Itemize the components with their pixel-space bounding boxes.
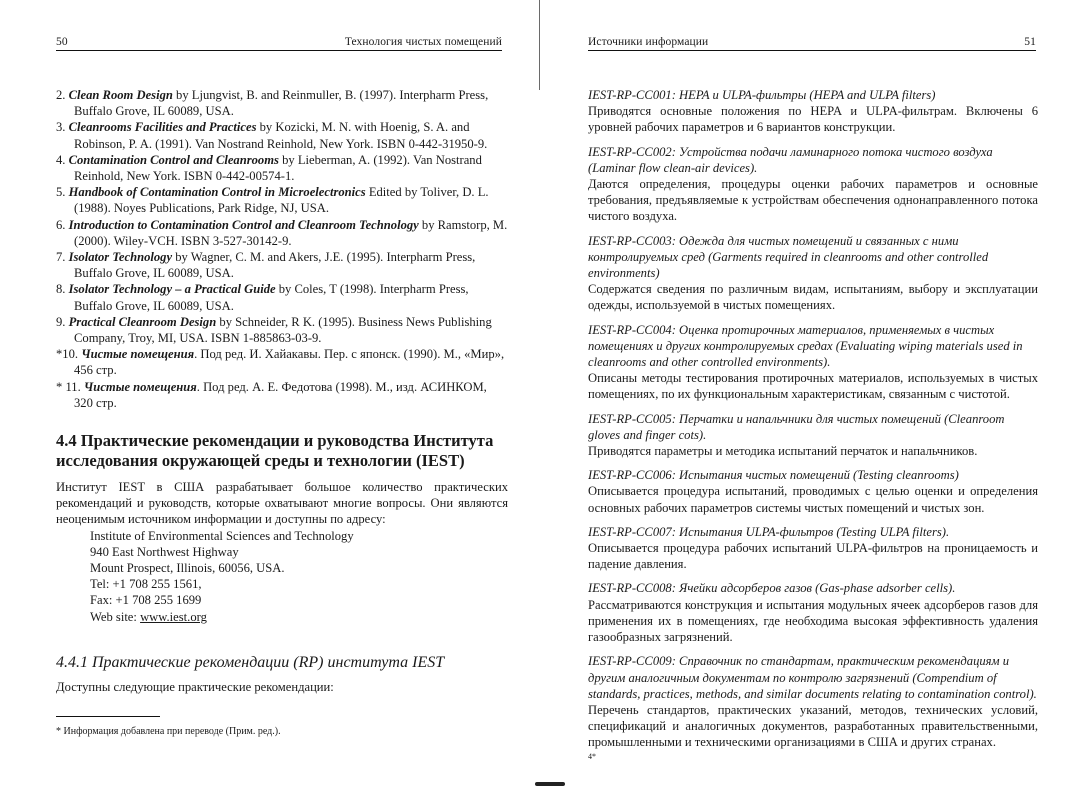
document-description: Описаны методы тестирования протирочных материалов, используемых в чистых помещениях, по их функциональным характеристикам, связанным с чистотой. bbox=[588, 371, 1038, 402]
reference-title: Introduction to Contamination Control and Cleanroom Technology bbox=[68, 217, 419, 232]
section-intro: Институт IEST в США разрабатывает большое количество практических рекомендаций и руководств, которые охватывают многие вопросы. Они являются неоценимым источником информации и доступны по адресу: bbox=[56, 480, 508, 527]
iest-address bbox=[56, 528, 508, 625]
subsection-heading: 4.4.1 Практические рекомендации (RP) института IEST bbox=[56, 653, 445, 671]
document-description: Приводятся параметры и методика испытаний перчаток и напальчников. bbox=[588, 444, 978, 459]
document-entry bbox=[588, 653, 1038, 750]
reference-item: 3. Cleanrooms Facilities and Practices by Kozicki, M. N. with Hoenig, S. A. and Robinson, P. A. (1991). Van Nostrand Reinhold, New York. ISBN 0-442-31950-9. bbox=[56, 120, 488, 151]
document-entry bbox=[588, 144, 1038, 225]
section-heading: 4.4 Практические рекомендации и руководства Института исследования окружающей среды и технологии (IEST) bbox=[56, 431, 494, 471]
reference-title: Isolator Technology – a Practical Guide bbox=[68, 282, 276, 297]
right-running-title: Источники информации bbox=[588, 36, 709, 48]
document-title: IEST-RP-CC006: Испытания чистых помещений (Testing cleanrooms) bbox=[588, 468, 959, 483]
document-entry bbox=[588, 233, 1038, 314]
document-entry bbox=[588, 87, 1038, 136]
right-page-content bbox=[588, 87, 1038, 759]
document-title: IEST-RP-CC004: Оценка протирочных материалов, применяемых в чистых помещениях и других контролируемых средах (Evaluating wiping materials used in cleanrooms and other controlled environments). bbox=[588, 322, 1023, 370]
document-title: IEST-RP-CC003: Одежда для чистых помещений и связанных с ними контролируемых сред (Garments required in cleanrooms and other controlled environments) bbox=[588, 233, 989, 281]
reference-item: 7. Isolator Technology by Wagner, C. M. and Akers, J.E. (1995). Interpharm Press, Buffalo Grove, IL 60089, USA. bbox=[56, 250, 476, 281]
reference-item: 5. Handbook of Contamination Control in Microelectronics Edited by Toliver, D. L. (1988). Noyes Publications, Park Ridge, NJ, USA. bbox=[56, 185, 489, 216]
document-title: IEST-RP-CC007: Испытания ULPA-фильтров (Testing ULPA filters). bbox=[588, 524, 950, 539]
reference-item: 8. Isolator Technology – a Practical Guide by Coles, T (1998). Interpharm Press, Buffalo Grove, IL 60089, USA. bbox=[56, 282, 469, 313]
document-description: Описывается процедура рабочих испытаний ULPA-фильтров на проницаемость и падение давления. bbox=[588, 541, 1038, 572]
document-title: IEST-RP-CC008: Ячейки адсорберов газов (Gas-phase adsorber cells). bbox=[588, 581, 956, 596]
footnote-rule bbox=[56, 716, 160, 717]
reference-title: Contamination Control and Cleanrooms bbox=[68, 152, 279, 167]
signature-mark: 4* bbox=[588, 752, 596, 761]
left-page-number: 50 bbox=[56, 36, 68, 48]
subsection-intro: Доступны следующие практические рекомендации: bbox=[56, 680, 334, 695]
right-page-number: 51 bbox=[1024, 36, 1036, 48]
address-tel: Tel: +1 708 255 1561, bbox=[90, 577, 202, 592]
document-title: IEST-RP-CC005: Перчатки и напальчники для чистых помещений (Cleanroom gloves and finger cots). bbox=[588, 411, 1005, 442]
reference-item: *10. Чистые помещения. Под ред. И. Хайакавы. Пер. с японск. (1990). М., «Мир», 456 стр. bbox=[56, 347, 505, 378]
document-description: Содержатся сведения по различным видам, испытаниям, выбору и эксплуатации одежды, используемой в чистых помещениях. bbox=[588, 282, 1038, 313]
reference-item: * 11. Чистые помещения. Под ред. А. Е. Федотова (1998). М., изд. АСИНКОМ, 320 стр. bbox=[56, 379, 487, 410]
document-title: IEST-RP-CC009: Справочник по стандартам, практическим рекомендациям и другим аналогичным документам по контролю загрязнений (Compendium of standards, practices, methods, and similar documents relating to contamination control). bbox=[588, 654, 1037, 701]
document-entry bbox=[588, 322, 1038, 403]
document-title: IEST-RP-CC001: HEPA и ULPA-фильтры (HEPA and ULPA filters) bbox=[588, 88, 936, 102]
reference-item: 2. Clean Room Design by Ljungvist, B. and Reinmuller, B. (1997). Interpharm Press, Buffalo Grove, IL 60089, USA. bbox=[56, 88, 489, 119]
right-page-header bbox=[588, 36, 1036, 51]
reference-item: 4. Contamination Control and Cleanrooms by Lieberman, A. (1992). Van Nostrand Reinhold, New York. ISBN 0-442-00574-1. bbox=[56, 152, 482, 184]
document-title: IEST-RP-CC002: Устройства подачи ламинарного потока чистого воздуха (Laminar flow clean-air devices). bbox=[588, 144, 993, 175]
left-running-title: Технология чистых помещений bbox=[344, 36, 502, 48]
document-description: Даются определения, процедуры оценки рабочих параметров и основные требования, предъявляемые к устройствам обеспечения однонаправленного потока чистого воздуха. bbox=[588, 177, 1038, 224]
address-line: Mount Prospect, Illinois, 60056, USA. bbox=[90, 561, 285, 576]
reference-title: Clean Room Design bbox=[68, 88, 173, 102]
document-entry bbox=[588, 467, 1038, 516]
left-page-header bbox=[56, 36, 502, 51]
address-line: Institute of Environmental Sciences and Technology bbox=[90, 528, 354, 543]
document-entry bbox=[588, 580, 1038, 645]
reference-title: Чистые помещения bbox=[83, 379, 197, 394]
reference-list bbox=[56, 87, 508, 411]
left-page-content bbox=[56, 87, 508, 695]
footnote: * Информация добавлена при переводе (Прим. ред.). bbox=[56, 726, 281, 737]
document-entry bbox=[588, 411, 1038, 460]
document-entry bbox=[588, 524, 1038, 573]
document-description: Описывается процедура испытаний, проводимых с целью оценки и определения основных рабочих параметров системы чистых помещений и чистых зон. bbox=[588, 484, 1038, 515]
reference-title: Handbook of Contamination Control in Microelectronics bbox=[68, 185, 366, 200]
website-link[interactable]: www.iest.org bbox=[140, 609, 207, 624]
reference-title: Чистые помещения bbox=[81, 347, 195, 362]
reference-item: 9. Practical Cleanroom Design by Schneider, R K. (1995). Business News Publishing Company, Troy, MI, USA. ISBN 1-885863-03-9. bbox=[56, 314, 492, 346]
document-description: Рассматриваются конструкция и испытания модульных ячеек адсорберов газов для применения их в помещениях, где необходима высокая эффективность удаления газообразных загрязнений. bbox=[588, 597, 1038, 645]
address-web: Web site: www.iest.org bbox=[90, 609, 207, 624]
reference-title: Cleanrooms Facilities and Practices bbox=[68, 120, 257, 135]
reference-title: Practical Cleanroom Design bbox=[68, 314, 217, 329]
reference-item: 6. Introduction to Contamination Control and Cleanroom Technology by Ramstorp, M. (2000). Wiley-VCH. ISBN 3-527-30142-9. bbox=[56, 217, 508, 248]
address-line: 940 East Northwest Highway bbox=[90, 544, 239, 559]
document-description: Перечень стандартов, практических указаний, методов, технических условий, спецификаций и аналогичных документов, разработанных правительственными, промышленными и техническими организациями в США и других странах. bbox=[588, 702, 1038, 750]
document-description: Приводятся основные положения по HEPA и ULPA-фильтрам. Включены 6 уровней рабочих параметров и 6 вариантов конструкции. bbox=[588, 104, 1038, 135]
right-page bbox=[540, 0, 1079, 792]
reference-title: Isolator Technology bbox=[68, 250, 173, 265]
address-fax: Fax: +1 708 255 1699 bbox=[90, 593, 202, 608]
